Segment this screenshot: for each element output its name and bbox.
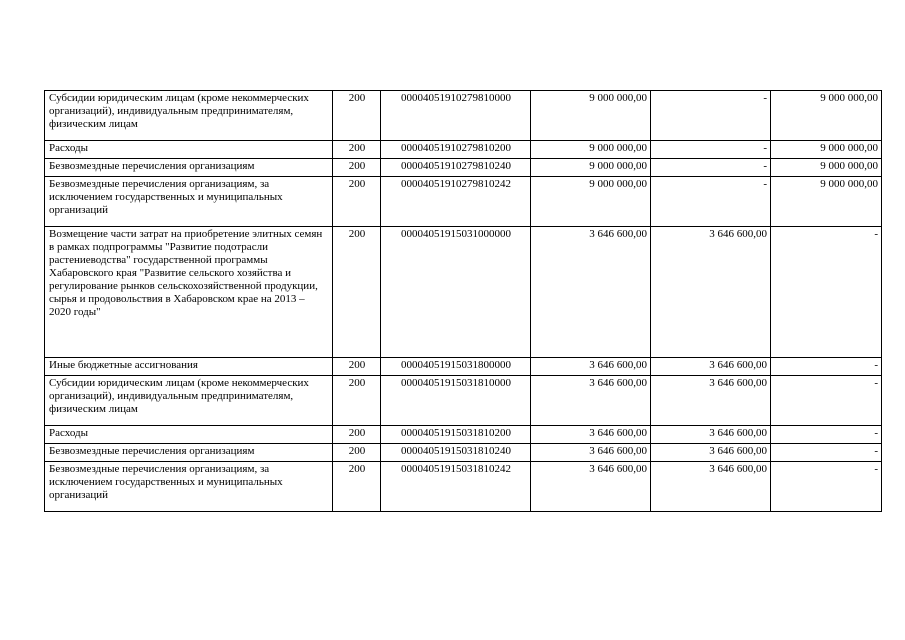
row-name: Субсидии юридическим лицам (кроме некоммерческих организаций), индивидуальным предпринимателям, физическим лицам [45, 91, 333, 141]
row-executed: - [651, 141, 771, 159]
row-remainder: 9 000 000,00 [771, 91, 882, 141]
row-code: 200 [333, 159, 381, 177]
row-executed: 3 646 600,00 [651, 462, 771, 512]
row-approved: 3 646 600,00 [531, 426, 651, 444]
row-remainder: - [771, 444, 882, 462]
row-kbk: 00004051910279810200 [381, 141, 531, 159]
row-name: Безвозмездные перечисления организациям [45, 444, 333, 462]
row-name: Субсидии юридическим лицам (кроме некоммерческих организаций), индивидуальным предпринимателям, физическим лицам [45, 376, 333, 426]
table-row [45, 462, 882, 512]
row-name: Иные бюджетные ассигнования [45, 358, 333, 376]
row-name: Безвозмездные перечисления организациям, за исключением государственных и муниципальных организаций [45, 177, 333, 227]
row-kbk: 00004051915031810240 [381, 444, 531, 462]
row-code: 200 [333, 141, 381, 159]
row-remainder: - [771, 376, 882, 426]
row-code: 200 [333, 444, 381, 462]
row-approved: 9 000 000,00 [531, 177, 651, 227]
row-approved: 3 646 600,00 [531, 462, 651, 512]
row-code: 200 [333, 462, 381, 512]
row-remainder: 9 000 000,00 [771, 159, 882, 177]
table-row [45, 141, 882, 159]
row-remainder: - [771, 426, 882, 444]
row-executed: 3 646 600,00 [651, 444, 771, 462]
table-row [45, 159, 882, 177]
row-approved: 3 646 600,00 [531, 376, 651, 426]
table-row [45, 444, 882, 462]
row-kbk: 00004051915031800000 [381, 358, 531, 376]
table-row [45, 426, 882, 444]
row-kbk: 00004051915031000000 [381, 227, 531, 358]
row-approved: 9 000 000,00 [531, 159, 651, 177]
row-code: 200 [333, 227, 381, 358]
row-kbk: 00004051910279810240 [381, 159, 531, 177]
table-row [45, 358, 882, 376]
row-kbk: 00004051915031810200 [381, 426, 531, 444]
row-name: Расходы [45, 141, 333, 159]
row-remainder: - [771, 227, 882, 358]
row-executed: - [651, 177, 771, 227]
row-executed: 3 646 600,00 [651, 227, 771, 358]
row-remainder: - [771, 462, 882, 512]
row-executed: - [651, 91, 771, 141]
table-row [45, 91, 882, 141]
row-remainder: 9 000 000,00 [771, 141, 882, 159]
row-code: 200 [333, 376, 381, 426]
table-row [45, 227, 882, 358]
row-approved: 9 000 000,00 [531, 141, 651, 159]
row-kbk: 00004051910279810242 [381, 177, 531, 227]
budget-table [44, 90, 882, 512]
row-code: 200 [333, 358, 381, 376]
row-approved: 3 646 600,00 [531, 358, 651, 376]
table-row [45, 177, 882, 227]
row-remainder: - [771, 358, 882, 376]
row-code: 200 [333, 177, 381, 227]
row-executed: 3 646 600,00 [651, 358, 771, 376]
row-code: 200 [333, 426, 381, 444]
row-approved: 9 000 000,00 [531, 91, 651, 141]
table-row [45, 376, 882, 426]
row-code: 200 [333, 91, 381, 141]
row-executed: 3 646 600,00 [651, 426, 771, 444]
row-kbk: 00004051910279810000 [381, 91, 531, 141]
row-name: Безвозмездные перечисления организациям, за исключением государственных и муниципальных организаций [45, 462, 333, 512]
row-executed: - [651, 159, 771, 177]
row-executed: 3 646 600,00 [651, 376, 771, 426]
row-approved: 3 646 600,00 [531, 227, 651, 358]
row-name: Безвозмездные перечисления организациям [45, 159, 333, 177]
row-remainder: 9 000 000,00 [771, 177, 882, 227]
row-kbk: 00004051915031810000 [381, 376, 531, 426]
row-approved: 3 646 600,00 [531, 444, 651, 462]
row-name: Возмещение части затрат на приобретение элитных семян в рамках подпрограммы "Развитие подотрасли растениеводства" государственной программы Хабаровского края "Развитие сельского хозяйства и регулирование рынков сельскохозяйственной продукции, сырья и продовольствия в Хабаровском крае на 2013 – 2020 годы" [45, 227, 333, 358]
row-name: Расходы [45, 426, 333, 444]
row-kbk: 00004051915031810242 [381, 462, 531, 512]
